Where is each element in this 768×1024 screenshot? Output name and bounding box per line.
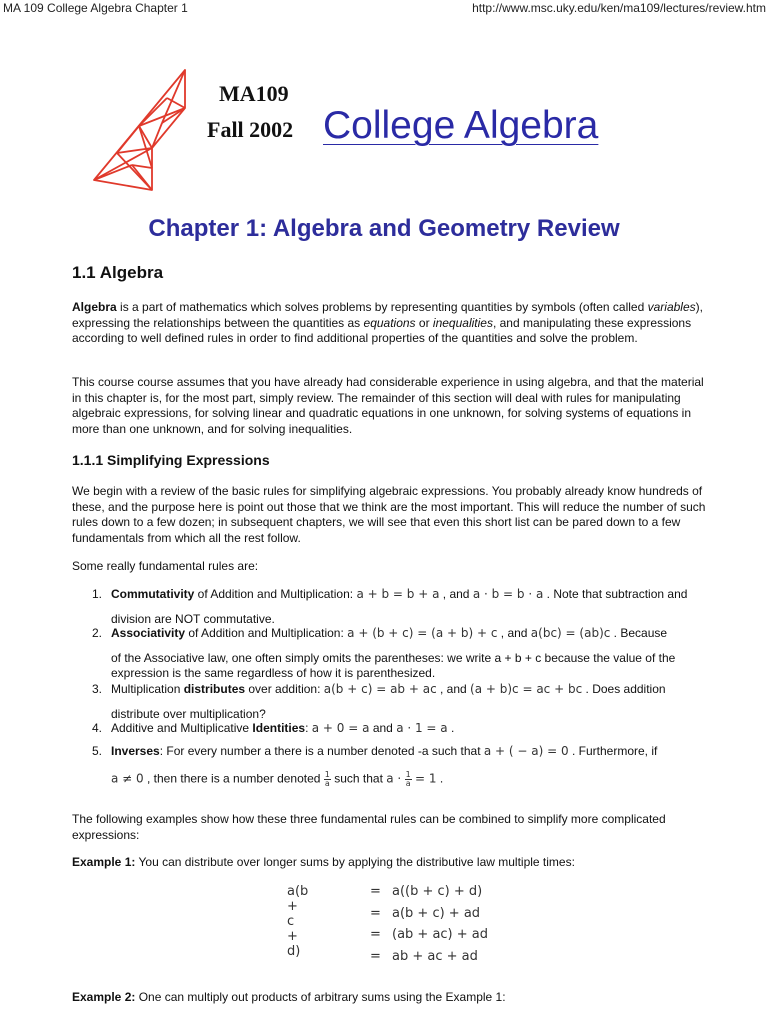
text: such that [330, 771, 387, 786]
chapter-title: Chapter 1: Algebra and Geometry Review [148, 215, 620, 242]
math-expression: a · 1 = a [396, 721, 448, 735]
term-algebra: Algebra [72, 300, 117, 314]
page-header-title: MA 109 College Algebra Chapter 1 [3, 1, 188, 15]
math-expression: a + ( − a) = 0 [483, 744, 569, 758]
wireframe-triangle-logo-icon [92, 68, 202, 193]
text: of Addition and Multiplication: [185, 626, 348, 640]
logo-course-code: MA109 [219, 81, 289, 106]
equation-rhs: (ab + ac) + ad [392, 927, 489, 942]
list-number: 4. [92, 721, 103, 735]
rule-list-item-identities [92, 721, 707, 737]
text: You can distribute over longer sums by applying the distributive law multiple times: [135, 855, 575, 869]
text: of Addition and Multiplication: [194, 587, 357, 601]
list-number: 2. [92, 626, 103, 640]
text: : For every number a there is a number denoted -a such that [159, 744, 484, 758]
paragraph-examples-intro: The following examples show how these three fundamental rules can be combined to simplify more complicated expressions: [72, 812, 666, 842]
equals-sign: = [370, 884, 381, 899]
math-expression: a ≠ 0 [111, 771, 144, 786]
logo-term: Fall 2002 [207, 117, 294, 142]
example-2-intro [72, 990, 712, 1006]
math-expression: a(bc) = (ab)c [530, 626, 611, 640]
term-inequalities: inequalities [432, 315, 493, 330]
rule-name: Identities [252, 721, 306, 735]
section-heading-1-1: 1.1 Algebra [72, 263, 164, 282]
fraction-one-over-a [324, 771, 331, 788]
math-expression: = 1 [415, 771, 437, 786]
text: , and [436, 682, 471, 696]
paragraph-algebra-definition [72, 300, 712, 347]
rule-list-item-distributivity [92, 682, 707, 722]
term-variables: variables [647, 300, 696, 314]
equation-rhs: a(b + c) + ad [392, 905, 481, 921]
math-expression: a · [386, 771, 402, 786]
list-number: 3. [92, 682, 103, 696]
text: , and manipulating these expressions according to well defined rules in order to find additional properties of the quantities and solve the problem. [72, 315, 692, 345]
fraction-one-over-a [405, 771, 412, 788]
paragraph-fundamental-rules-intro: Some really fundamental rules are: [72, 559, 259, 573]
example-label: Example 1: [72, 855, 136, 869]
equals-sign: = [370, 927, 381, 942]
rule-name: Associativity [111, 626, 186, 640]
rule-name: distributes [183, 682, 246, 696]
college-algebra-title-link[interactable]: College Algebra [323, 104, 599, 147]
paragraph-course-assumptions: This course course assumes that you have already had considerable experience in using algebra, and that the material in this chapter is, for the most part, simply review. The remainder of this section will deal with rules for manipulating algebraic expressions, for solving linear and quadratic equations in one unknown, for solving systems of equations in more than one unknown, and for solving inequalities. [72, 375, 704, 436]
math-expression: a(b + c) = ab + ac [323, 682, 437, 696]
list-number: 5. [92, 744, 103, 758]
text: . Note that subtraction and [543, 587, 688, 601]
numerator: 1 [405, 769, 411, 779]
text: . [447, 721, 455, 735]
text: and [369, 721, 397, 735]
text: , and [497, 626, 531, 640]
rule-list-item-commutativity [92, 587, 707, 627]
rule-name: Commutativity [111, 587, 195, 601]
example-1-intro [72, 855, 712, 871]
text: . Furthermore, if [568, 744, 658, 758]
math-expression: (a + b)c = ac + bc [470, 682, 583, 696]
text: : [305, 721, 312, 735]
page-header-url: http://www.msc.uky.edu/ken/ma109/lectures/review.htm [472, 1, 766, 15]
math-expression: a + (b + c) = (a + b) + c [347, 626, 498, 640]
denominator: a [324, 778, 330, 788]
text: , and [439, 587, 473, 601]
math-expression: a + b = b + a [356, 587, 440, 601]
text: over addition: [245, 682, 324, 696]
denominator: a [405, 778, 411, 788]
text: division are NOT commutative. [111, 611, 275, 626]
equation-rhs: a((b + c) + d) [392, 884, 483, 899]
text: or [415, 315, 433, 330]
equation-rhs: ab + ac + ad [392, 948, 478, 964]
text: . [436, 771, 444, 786]
math-expression: a + 0 = a [311, 721, 370, 735]
equals-sign: = [370, 905, 381, 921]
text: is a part of mathematics which solves problems by representing quantities by symbols (often called [116, 300, 648, 314]
rule-list-item-inverses [92, 744, 707, 788]
term-equations: equations [363, 315, 416, 330]
numerator: 1 [324, 769, 330, 779]
section-heading-1-1-1: 1.1.1 Simplifying Expressions [72, 452, 270, 468]
text: distribute over multiplication? [111, 706, 266, 721]
text: , then there is a number denoted [143, 771, 324, 786]
text: of the Associative law, one often simply omits the parentheses: we write a + b + c because the value of the expression is the same regardless of how it is parenthesized. [111, 650, 676, 680]
equals-sign: = [370, 948, 381, 964]
rule-name: Inverses [111, 744, 160, 758]
text: One can multiply out products of arbitrary sums using the Example 1: [135, 990, 506, 1004]
list-number: 1. [92, 587, 103, 601]
example-label: Example 2: [72, 990, 136, 1004]
paragraph-simplifying-intro: We begin with a review of the basic rules for simplifying algebraic expressions. You probably already know hundreds of these, and the purpose here is point out those that we think are the most important. This will reduce the number of such rules down to a few dozen; in subsequent chapters, we will see that even this short list can be pared down to a few fundamentals from which all the rest follow. [72, 484, 706, 545]
text: . Does addition [582, 682, 666, 696]
rule-list-item-associativity [92, 626, 707, 682]
text: . Because [610, 626, 668, 640]
text: Multiplication [111, 682, 184, 696]
text: ), expressing the relationships between the quantities as [72, 300, 703, 330]
text: Additive and Multiplicative [111, 721, 253, 735]
equation-lhs: a(b + c + d) [287, 884, 309, 959]
math-expression: a · b = b · a [472, 587, 544, 601]
